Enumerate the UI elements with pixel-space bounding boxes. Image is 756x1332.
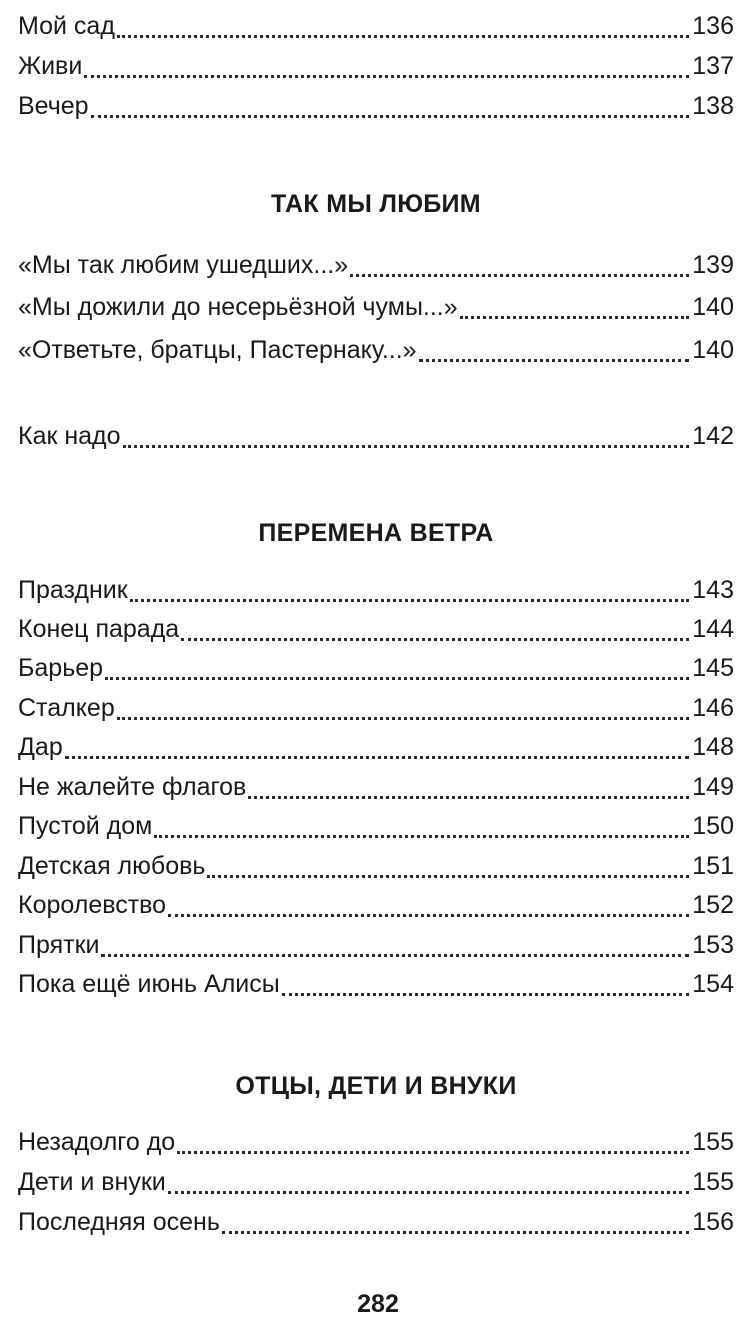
toc-entry-title: Конец парада: [18, 615, 180, 643]
toc-entry: [18, 609, 734, 649]
toc-entry-page: 146: [692, 694, 734, 722]
toc-entry: [18, 885, 734, 925]
toc-entry-page: 148: [692, 733, 734, 761]
leader-dots: [130, 599, 690, 602]
section-heading: ОТЦЫ, ДЕТИ И ВНУКИ: [235, 1072, 517, 1100]
toc-entry: [18, 1162, 734, 1202]
toc-entry: [18, 287, 734, 327]
toc-entry-title: Незадолго до: [18, 1128, 176, 1156]
toc-entry: [18, 806, 734, 846]
toc-entry-page: 152: [692, 891, 734, 919]
toc-entry-title: Последняя осень: [18, 1208, 220, 1236]
toc-entry: [18, 688, 734, 728]
toc-entry-title: Сталкер: [18, 694, 115, 722]
toc-entry-page: 150: [692, 812, 734, 840]
leader-dots: [460, 316, 690, 319]
toc-entry-page: 154: [692, 970, 734, 998]
toc-entry-title: Вечер: [18, 92, 89, 120]
leader-dots: [207, 875, 689, 878]
toc-entry: [18, 846, 734, 886]
leader-dots: [117, 717, 690, 720]
toc-entry-page: 145: [692, 654, 734, 682]
leader-dots: [105, 677, 689, 680]
leader-dots: [222, 1231, 689, 1234]
leader-dots: [117, 35, 689, 38]
toc-entry-title: «Мы дожили до несерьёзной чумы...»: [18, 293, 458, 321]
leader-dots: [154, 835, 689, 838]
toc-entry-page: 155: [692, 1168, 734, 1196]
leader-dots: [84, 75, 689, 78]
leader-dots: [101, 954, 689, 957]
toc-entry-title: Дети и внуки: [18, 1168, 166, 1196]
toc-entry-page: 153: [692, 931, 734, 959]
section-heading: ПЕРЕМЕНА ВЕТРА: [258, 519, 494, 547]
toc-entry-title: Как надо: [18, 422, 121, 450]
toc-entry-title: Прятки: [18, 931, 100, 959]
toc-entry-title: «Мы так любим ушедших...»: [18, 251, 349, 279]
leader-dots: [248, 796, 689, 799]
toc-entry-page: 143: [692, 576, 734, 604]
toc-entry-page: 137: [692, 52, 734, 80]
toc-entry-title: Не жалейте флагов: [18, 773, 247, 801]
toc-entry: [18, 1202, 734, 1242]
toc-entry-page: 136: [692, 12, 734, 40]
leader-dots: [91, 115, 690, 118]
toc-entry-title: Пока ещё июнь Алисы: [18, 970, 280, 998]
toc-entry-page: 156: [692, 1208, 734, 1236]
leader-dots: [350, 274, 689, 277]
toc-entry: [18, 727, 734, 767]
toc-entry-title: Праздник: [18, 576, 128, 604]
toc-entry: [18, 245, 734, 285]
toc-entry: [18, 330, 734, 370]
page-number: 282: [357, 1290, 399, 1318]
toc-entry: [18, 416, 734, 456]
toc-entry-title: Пустой дом: [18, 812, 153, 840]
section-heading: ТАК МЫ ЛЮБИМ: [271, 190, 481, 218]
leader-dots: [123, 445, 690, 448]
leader-dots: [65, 756, 690, 759]
leader-dots: [181, 638, 689, 641]
toc-entry-page: 138: [692, 92, 734, 120]
toc-entry-title: Детская любовь: [18, 852, 206, 880]
toc-entry-title: Барьер: [18, 654, 104, 682]
toc-entry: [18, 46, 734, 86]
toc-entry-page: 155: [692, 1128, 734, 1156]
toc-entry-title: «Ответьте, братцы, Пастернаку...»: [18, 336, 417, 364]
toc-entry: [18, 570, 734, 610]
toc-entry-page: 144: [692, 615, 734, 643]
toc-entry-page: 142: [692, 422, 734, 450]
leader-dots: [419, 359, 690, 362]
leader-dots: [282, 993, 690, 996]
toc-entry: [18, 648, 734, 688]
toc-entry-title: Королевство: [18, 891, 167, 919]
toc-entry-title: Живи: [18, 52, 83, 80]
toc-entry: [18, 1122, 734, 1162]
toc-entry: [18, 86, 734, 126]
toc-entry: [18, 6, 734, 46]
toc-entry: [18, 964, 734, 1004]
toc-entry-title: Дар: [18, 733, 63, 761]
toc-entry-page: 140: [692, 293, 734, 321]
leader-dots: [177, 1151, 689, 1154]
toc-entry-page: 139: [692, 251, 734, 279]
toc-entry-page: 140: [692, 336, 734, 364]
leader-dots: [168, 1191, 690, 1194]
toc-entry: [18, 925, 734, 965]
toc-entry-page: 151: [692, 852, 734, 880]
leader-dots: [168, 914, 689, 917]
toc-entry: [18, 767, 734, 807]
toc-entry-page: 149: [692, 773, 734, 801]
toc-entry-title: Мой сад: [18, 12, 115, 40]
